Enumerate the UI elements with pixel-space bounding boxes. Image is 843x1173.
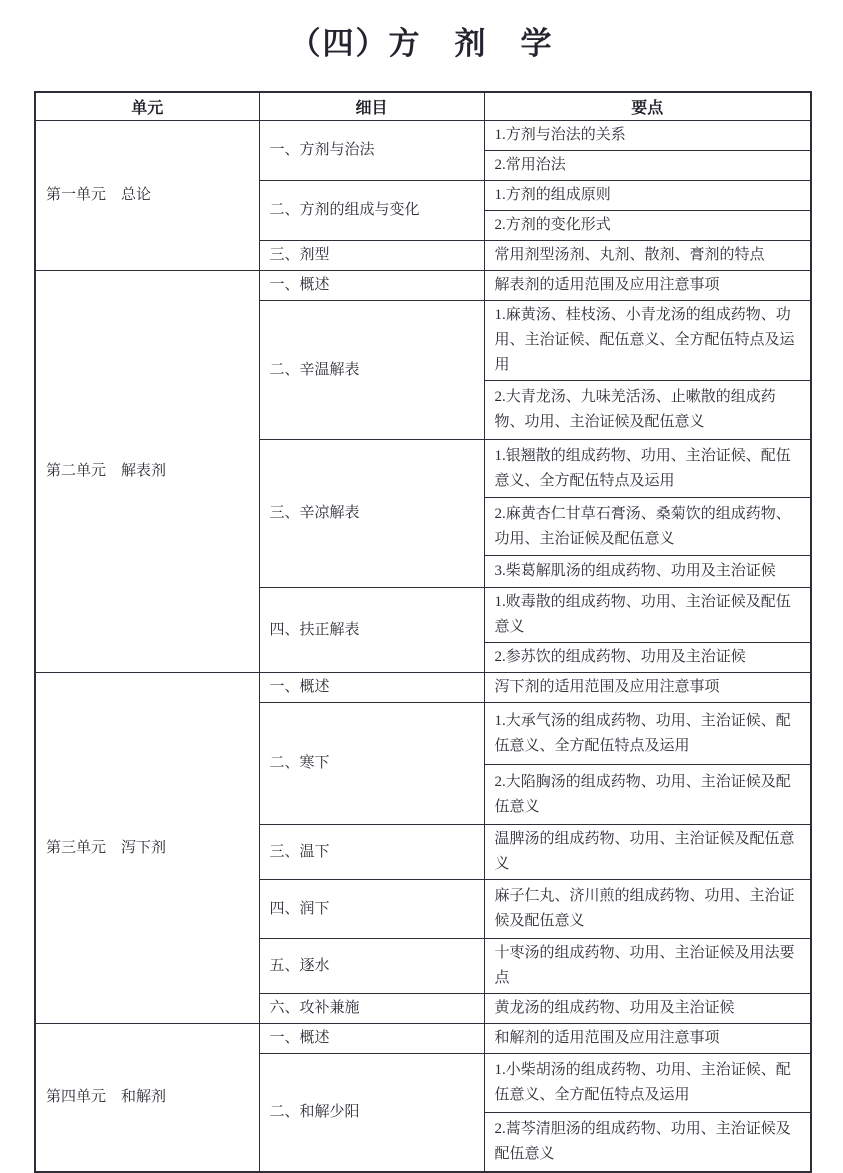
point-cell: 黄龙汤的组成药物、功用及主治证候 <box>484 994 811 1024</box>
point-cell: 麻子仁丸、济川煎的组成药物、功用、主治证候及配伍意义 <box>484 880 811 939</box>
syllabus-table <box>34 91 812 1173</box>
point-cell: 1.小柴胡汤的组成药物、功用、主治证候、配伍意义、全方配伍特点及运用 <box>484 1054 811 1113</box>
unit-cell: 第二单元 解表剂 <box>35 271 259 673</box>
detail-cell: 二、寒下 <box>259 703 484 825</box>
detail-cell: 一、方剂与治法 <box>259 121 484 181</box>
detail-cell: 三、温下 <box>259 825 484 880</box>
point-cell: 2.麻黄杏仁甘草石膏汤、桑菊饮的组成药物、功用、主治证候及配伍意义 <box>484 498 811 556</box>
point-cell: 常用剂型汤剂、丸剂、散剂、膏剂的特点 <box>484 241 811 271</box>
point-cell: 和解剂的适用范围及应用注意事项 <box>484 1024 811 1054</box>
col-header-detail: 细目 <box>259 92 484 121</box>
unit-cell: 第四单元 和解剂 <box>35 1024 259 1172</box>
col-header-unit: 单元 <box>35 92 259 121</box>
point-cell: 2.方剂的变化形式 <box>484 211 811 241</box>
point-cell: 2.参苏饮的组成药物、功用及主治证候 <box>484 643 811 673</box>
unit-cell: 第三单元 泻下剂 <box>35 673 259 1024</box>
point-cell: 1.方剂与治法的关系 <box>484 121 811 151</box>
point-cell: 2.常用治法 <box>484 151 811 181</box>
detail-cell: 三、辛凉解表 <box>259 440 484 588</box>
col-header-points: 要点 <box>484 92 811 121</box>
point-cell: 1.麻黄汤、桂枝汤、小青龙汤的组成药物、功用、主治证候、配伍意义、全方配伍特点及运用 <box>484 301 811 381</box>
detail-cell: 三、剂型 <box>259 241 484 271</box>
detail-cell: 六、攻补兼施 <box>259 994 484 1024</box>
point-cell: 2.大陷胸汤的组成药物、功用、主治证候及配伍意义 <box>484 765 811 825</box>
page-title: （四）方 剂 学 <box>289 26 554 61</box>
detail-cell: 二、和解少阳 <box>259 1054 484 1172</box>
detail-cell: 四、扶正解表 <box>259 588 484 673</box>
detail-cell: 五、逐水 <box>259 939 484 994</box>
point-cell: 1.大承气汤的组成药物、功用、主治证候、配伍意义、全方配伍特点及运用 <box>484 703 811 765</box>
point-cell: 十枣汤的组成药物、功用、主治证候及用法要点 <box>484 939 811 994</box>
point-cell: 温脾汤的组成药物、功用、主治证候及配伍意义 <box>484 825 811 880</box>
point-cell: 1.方剂的组成原则 <box>484 181 811 211</box>
point-cell: 解表剂的适用范围及应用注意事项 <box>484 271 811 301</box>
point-cell: 3.柴葛解肌汤的组成药物、功用及主治证候 <box>484 556 811 588</box>
point-cell: 2.大青龙汤、九味羌活汤、止嗽散的组成药物、功用、主治证候及配伍意义 <box>484 381 811 440</box>
detail-cell: 二、方剂的组成与变化 <box>259 181 484 241</box>
detail-cell: 一、概述 <box>259 673 484 703</box>
point-cell: 1.败毒散的组成药物、功用、主治证候及配伍意义 <box>484 588 811 643</box>
point-cell: 1.银翘散的组成药物、功用、主治证候、配伍意义、全方配伍特点及运用 <box>484 440 811 498</box>
detail-cell: 四、润下 <box>259 880 484 939</box>
unit-cell: 第一单元 总论 <box>35 121 259 271</box>
point-cell: 泻下剂的适用范围及应用注意事项 <box>484 673 811 703</box>
detail-cell: 二、辛温解表 <box>259 301 484 440</box>
point-cell: 2.蒿芩清胆汤的组成药物、功用、主治证候及配伍意义 <box>484 1113 811 1172</box>
detail-cell: 一、概述 <box>259 1024 484 1054</box>
detail-cell: 一、概述 <box>259 271 484 301</box>
